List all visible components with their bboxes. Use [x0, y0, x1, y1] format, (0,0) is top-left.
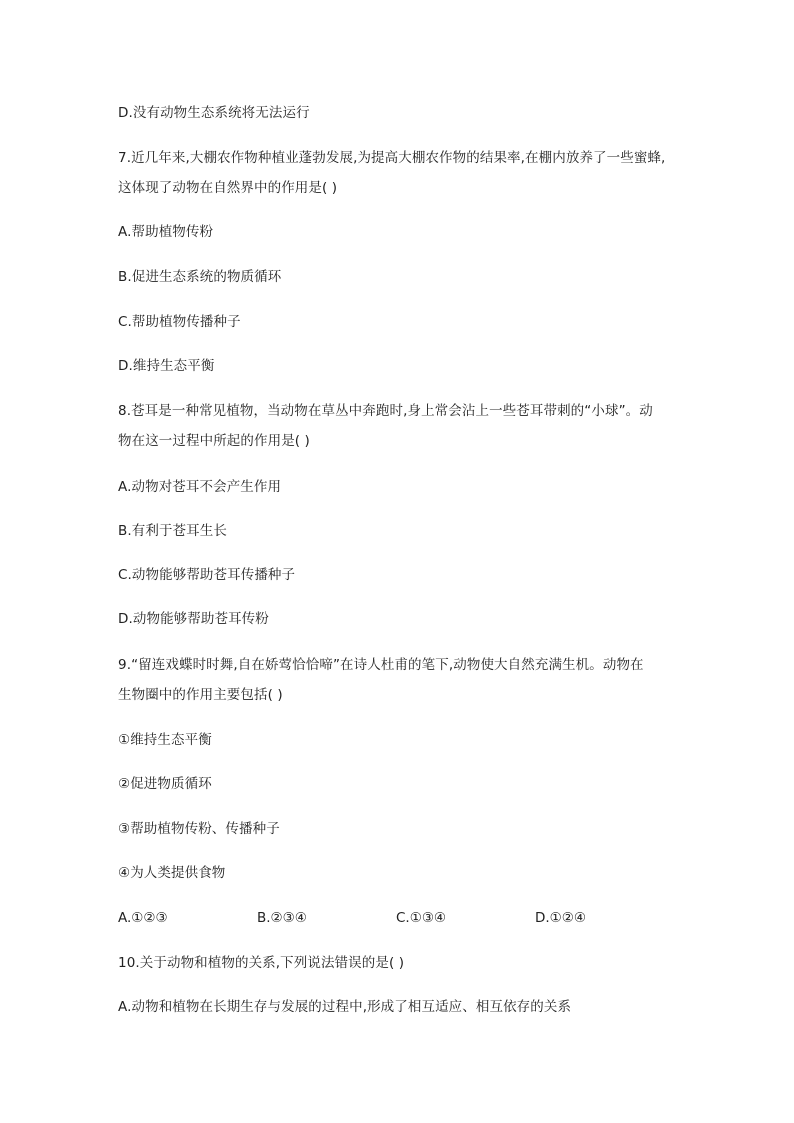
q8-option-c: C.动物能够帮助苍耳传播种子: [118, 567, 296, 583]
q8-stem-line2: 物在这一过程中所起的作用是( ): [118, 433, 310, 449]
q9-option-d: D.①②④: [535, 910, 586, 926]
q9-item-4: ④为人类提供食物: [118, 865, 226, 881]
q8-option-b: B.有利于苍耳生长: [118, 523, 227, 539]
q9-item-3: ③帮助植物传粉、传播种子: [118, 821, 280, 837]
q10-option-a: A.动物和植物在长期生存与发展的过程中,形成了相互适应、相互依存的关系: [118, 999, 572, 1015]
q7-stem-line1: 7.近几年来,大棚农作物种植业蓬勃发展,为提高大棚农作物的结果率,在棚内放养了一些蜜蜂,: [118, 150, 666, 166]
q7-option-b: B.促进生态系统的物质循环: [118, 269, 282, 285]
q7-option-a: A.帮助植物传粉: [118, 224, 214, 240]
q9-option-c: C.①③④: [396, 910, 447, 926]
q10-stem: 10.关于动物和植物的关系,下列说法错误的是( ): [118, 955, 405, 971]
q9-item-2: ②促进物质循环: [118, 776, 212, 792]
q9-stem-line1: 9.“留连戏蝶时时舞,自在娇莺恰恰啼”在诗人杜甫的笔下,动物使大自然充满生机。动物在: [118, 657, 644, 673]
q9-option-b: B.②③④: [257, 910, 307, 926]
q7-stem-line2: 这体现了动物在自然界中的作用是( ): [118, 180, 338, 196]
q8-option-a: A.动物对苍耳不会产生作用: [118, 479, 282, 495]
q7-option-c: C.帮助植物传播种子: [118, 314, 241, 330]
q9-stem-line2: 生物圈中的作用主要包括( ): [118, 687, 283, 703]
q7-option-d: D.维持生态平衡: [118, 358, 215, 374]
q8-option-d: D.动物能够帮助苍耳传粉: [118, 611, 269, 627]
q9-item-1: ①维持生态平衡: [118, 732, 212, 748]
q8-stem-line1: 8.苍耳是一种常见植物，当动物在草丛中奔跑时,身上常会沾上一些苍耳带刺的“小球”。动: [118, 403, 653, 419]
q6-option-d: D.没有动物生态系统将无法运行: [118, 105, 310, 121]
q9-option-a: A.①②③: [118, 910, 168, 926]
